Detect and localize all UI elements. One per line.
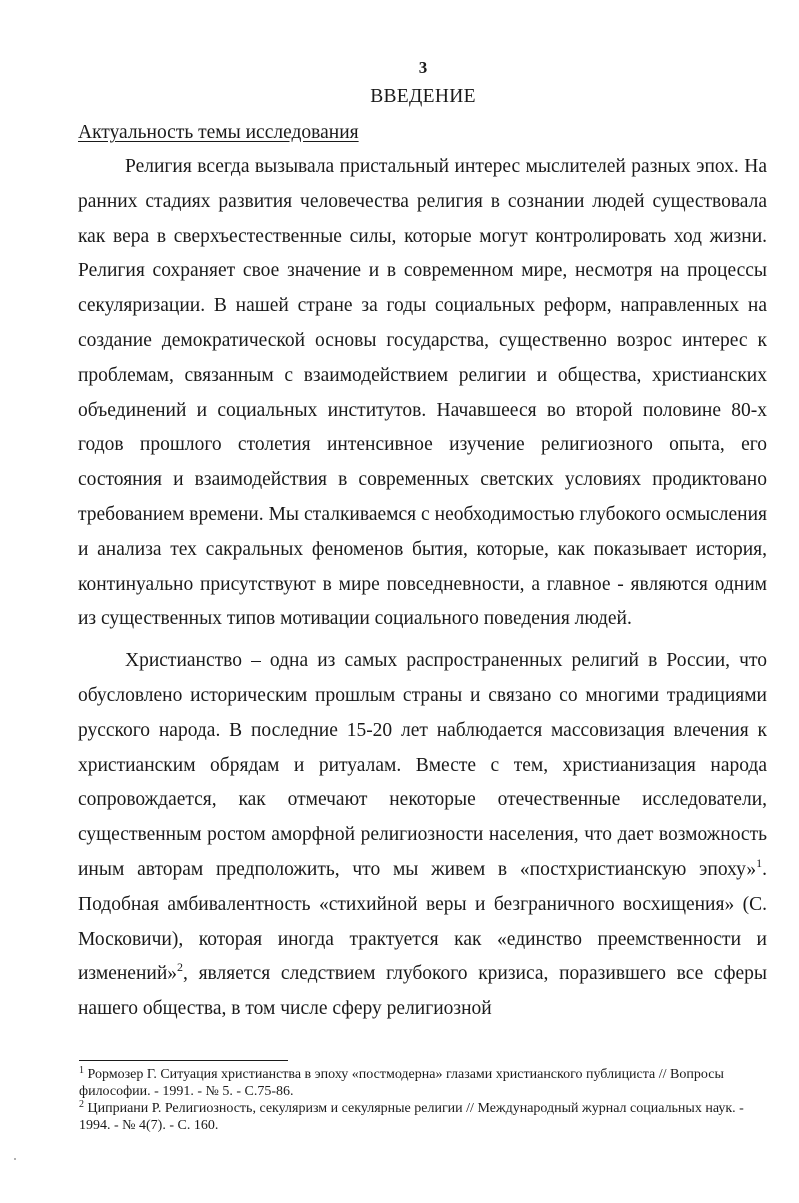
footnote-ref-2: 2: [177, 960, 184, 975]
paragraph-2-part-c: , является следствием глубокого кризиса, поразившего все сферы нашего общества, в том числе сферу религиозной: [78, 963, 767, 1020]
footnote-marker-2: 2: [79, 1099, 84, 1110]
footnote-separator: [79, 1060, 288, 1061]
footnotes: [79, 1066, 769, 1134]
footnote-1: [79, 1066, 769, 1100]
footnote-text-2: Циприани Р. Религиозность, секуляризм и секулярные религии // Международный журнал социальных наук. - 1994. - № 4(7). - С. 160.: [79, 1101, 744, 1133]
footnote-marker-1: 1: [79, 1065, 84, 1076]
paragraph-2-part-b: . Подобная амбивалентность «стихийной веры и безграничного восхищения» (С. Московичи), которая иногда трактуется как «единство преемственности и изменений»: [78, 858, 767, 985]
paragraph-2: [78, 644, 767, 1027]
footnote-text-1: Рормозер Г. Ситуация христианства в эпоху «постмодерна» глазами христианского публициста // Вопросы философии. - 1991. - № 5. - С.75-86.: [79, 1067, 724, 1099]
paragraph-1: Религия всегда вызывала пристальный интерес мыслителей разных эпох. На ранних стадиях развития человечества религия в сознании людей существовала как вера в сверхъестественные силы, которые могут контролировать ход жизни. Религия сохраняет свое значение и в современном мире, несмотря на процессы секуляризации. В нашей стране за годы социальных реформ, направленных на создание демократической основы государства, существенно возрос интерес к проблемам, связанным с взаимодействием религии и общества, христианских объединений и социальных институтов. Начавшееся во второй половине 80-х годов прошлого столетия интенсивное изучение религиозного опыта, его состояния и взаимодействия в современных светских условиях продиктовано требованием времени. Мы сталкиваемся с необходимостью глубокого осмысления и анализа тех сакральных феноменов бытия, которые, как показывает история, континуально присутствуют в мире повседневности, а главное - являются одним из существенных типов мотивации социального поведения людей.: [78, 156, 767, 630]
paragraph-2-part-a: Христианство – одна из самых распространенных религий в России, что обусловлено историческим прошлым страны и связано со многими традициями русского народа. В последние 15-20 лет наблюдается массовизация влечения к христианским обрядам и ритуалам. Вместе с тем, христианизация народа сопровождается, как отмечают некоторые отечественные исследователи, существенным ростом аморфной религиозности населения, что дает возможность иным авторам предположить, что мы живем в «постхристианскую эпоху»: [78, 650, 767, 880]
chapter-title: ВВЕДЕНИЕ: [370, 86, 476, 107]
footnote-ref-1: 1: [756, 855, 763, 870]
section-heading: Актуальность темы исследования: [78, 122, 359, 143]
footnote-2: [79, 1100, 769, 1134]
scan-speck: [14, 1158, 16, 1160]
page-number: 3: [418, 58, 428, 77]
body-text: [78, 150, 767, 1027]
